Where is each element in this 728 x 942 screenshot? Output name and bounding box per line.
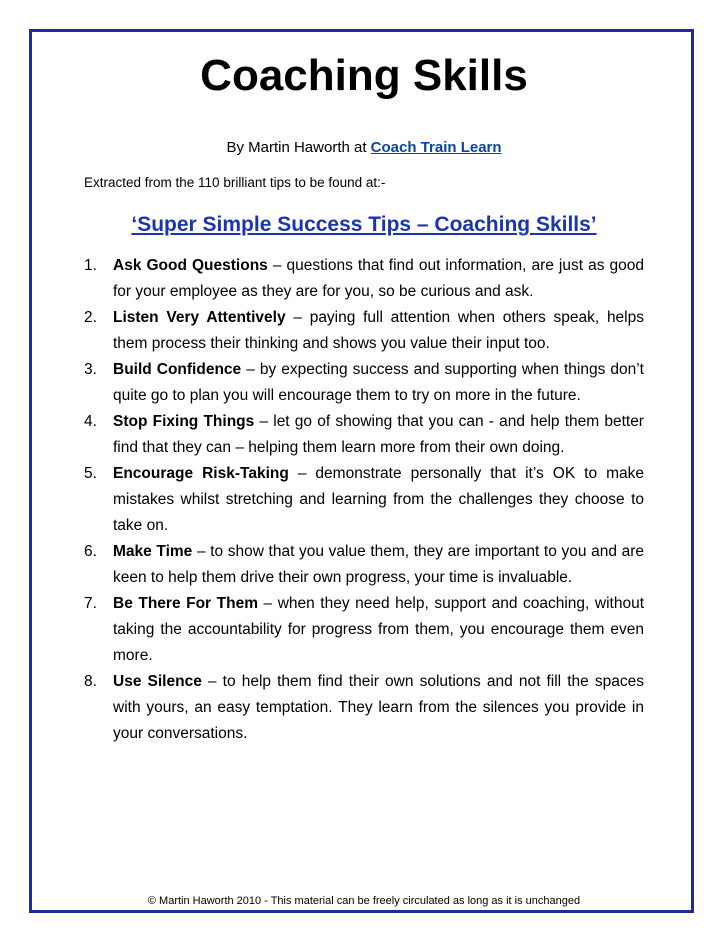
extract-note: Extracted from the 110 brilliant tips to be found at:- <box>84 175 386 190</box>
list-number: 7. <box>84 595 97 612</box>
subtitle <box>0 211 728 239</box>
list-number: 3. <box>84 361 97 378</box>
tip-heading: Encourage Risk-Taking <box>113 465 289 482</box>
list-item <box>84 305 644 357</box>
tip-heading: Use Silence <box>113 673 202 690</box>
tip-heading: Be There For Them <box>113 595 258 612</box>
page-title: Coaching Skills <box>200 51 528 100</box>
tip-text: – to help them find their own solutions and not fill the spaces with yours, an easy temptation. They learn from the silences you provide in your conversations. <box>113 673 644 742</box>
list-item <box>84 409 644 461</box>
tip-text: – demonstrate personally that it’s OK to make mistakes whilst stretching and learning from the challenges they choose to take on. <box>113 465 644 534</box>
tip-text: – questions that find out information, are just as good for your employee as they are for you, so be curious and ask. <box>113 257 644 300</box>
list-item <box>84 357 644 409</box>
tip-text: – paying full attention when others speak, helps them process their thinking and shows you value their input too. <box>113 309 644 352</box>
tip-heading: Listen Very Attentively <box>113 309 286 326</box>
list-number: 1. <box>84 257 97 274</box>
tip-text: – when they need help, support and coaching, without taking the accountability for progress from them, you encourage them even more. <box>113 595 644 664</box>
list-item <box>84 539 644 591</box>
list-number: 5. <box>84 465 97 482</box>
copyright-footer: © Martin Haworth 2010 - This material can be freely circulated as long as it is unchanged <box>147 895 581 907</box>
list-number: 6. <box>84 543 97 560</box>
byline-prefix: By Martin Haworth at <box>226 139 371 156</box>
list-number: 4. <box>84 413 97 430</box>
list-item <box>84 669 644 747</box>
coach-train-learn-link[interactable]: Coach Train Learn <box>370 139 502 156</box>
tip-heading: Stop Fixing Things <box>113 413 255 430</box>
byline <box>0 138 728 158</box>
tip-heading: Make Time <box>113 543 193 560</box>
tip-text: – by expecting success and supporting when things don’t quite go to plan you will encourage them to try on more in the future. <box>113 361 644 404</box>
tip-heading: Build Confidence <box>113 361 242 378</box>
list-item <box>84 253 644 305</box>
list-item <box>84 591 644 669</box>
tip-text: – let go of showing that you can - and help them better find that they can – helping them learn more from their own doing. <box>113 413 644 456</box>
list-number: 2. <box>84 309 97 326</box>
subtitle-text: ‘Super Simple Success Tips – Coaching Skills’ <box>131 213 597 236</box>
list-number: 8. <box>84 673 97 690</box>
tip-text: – to show that you value them, they are important to you and are keen to help them drive their own progress, your time is invaluable. <box>113 543 644 586</box>
list-item <box>84 461 644 539</box>
tip-heading: Ask Good Questions <box>113 257 268 274</box>
tips-list <box>84 253 644 747</box>
